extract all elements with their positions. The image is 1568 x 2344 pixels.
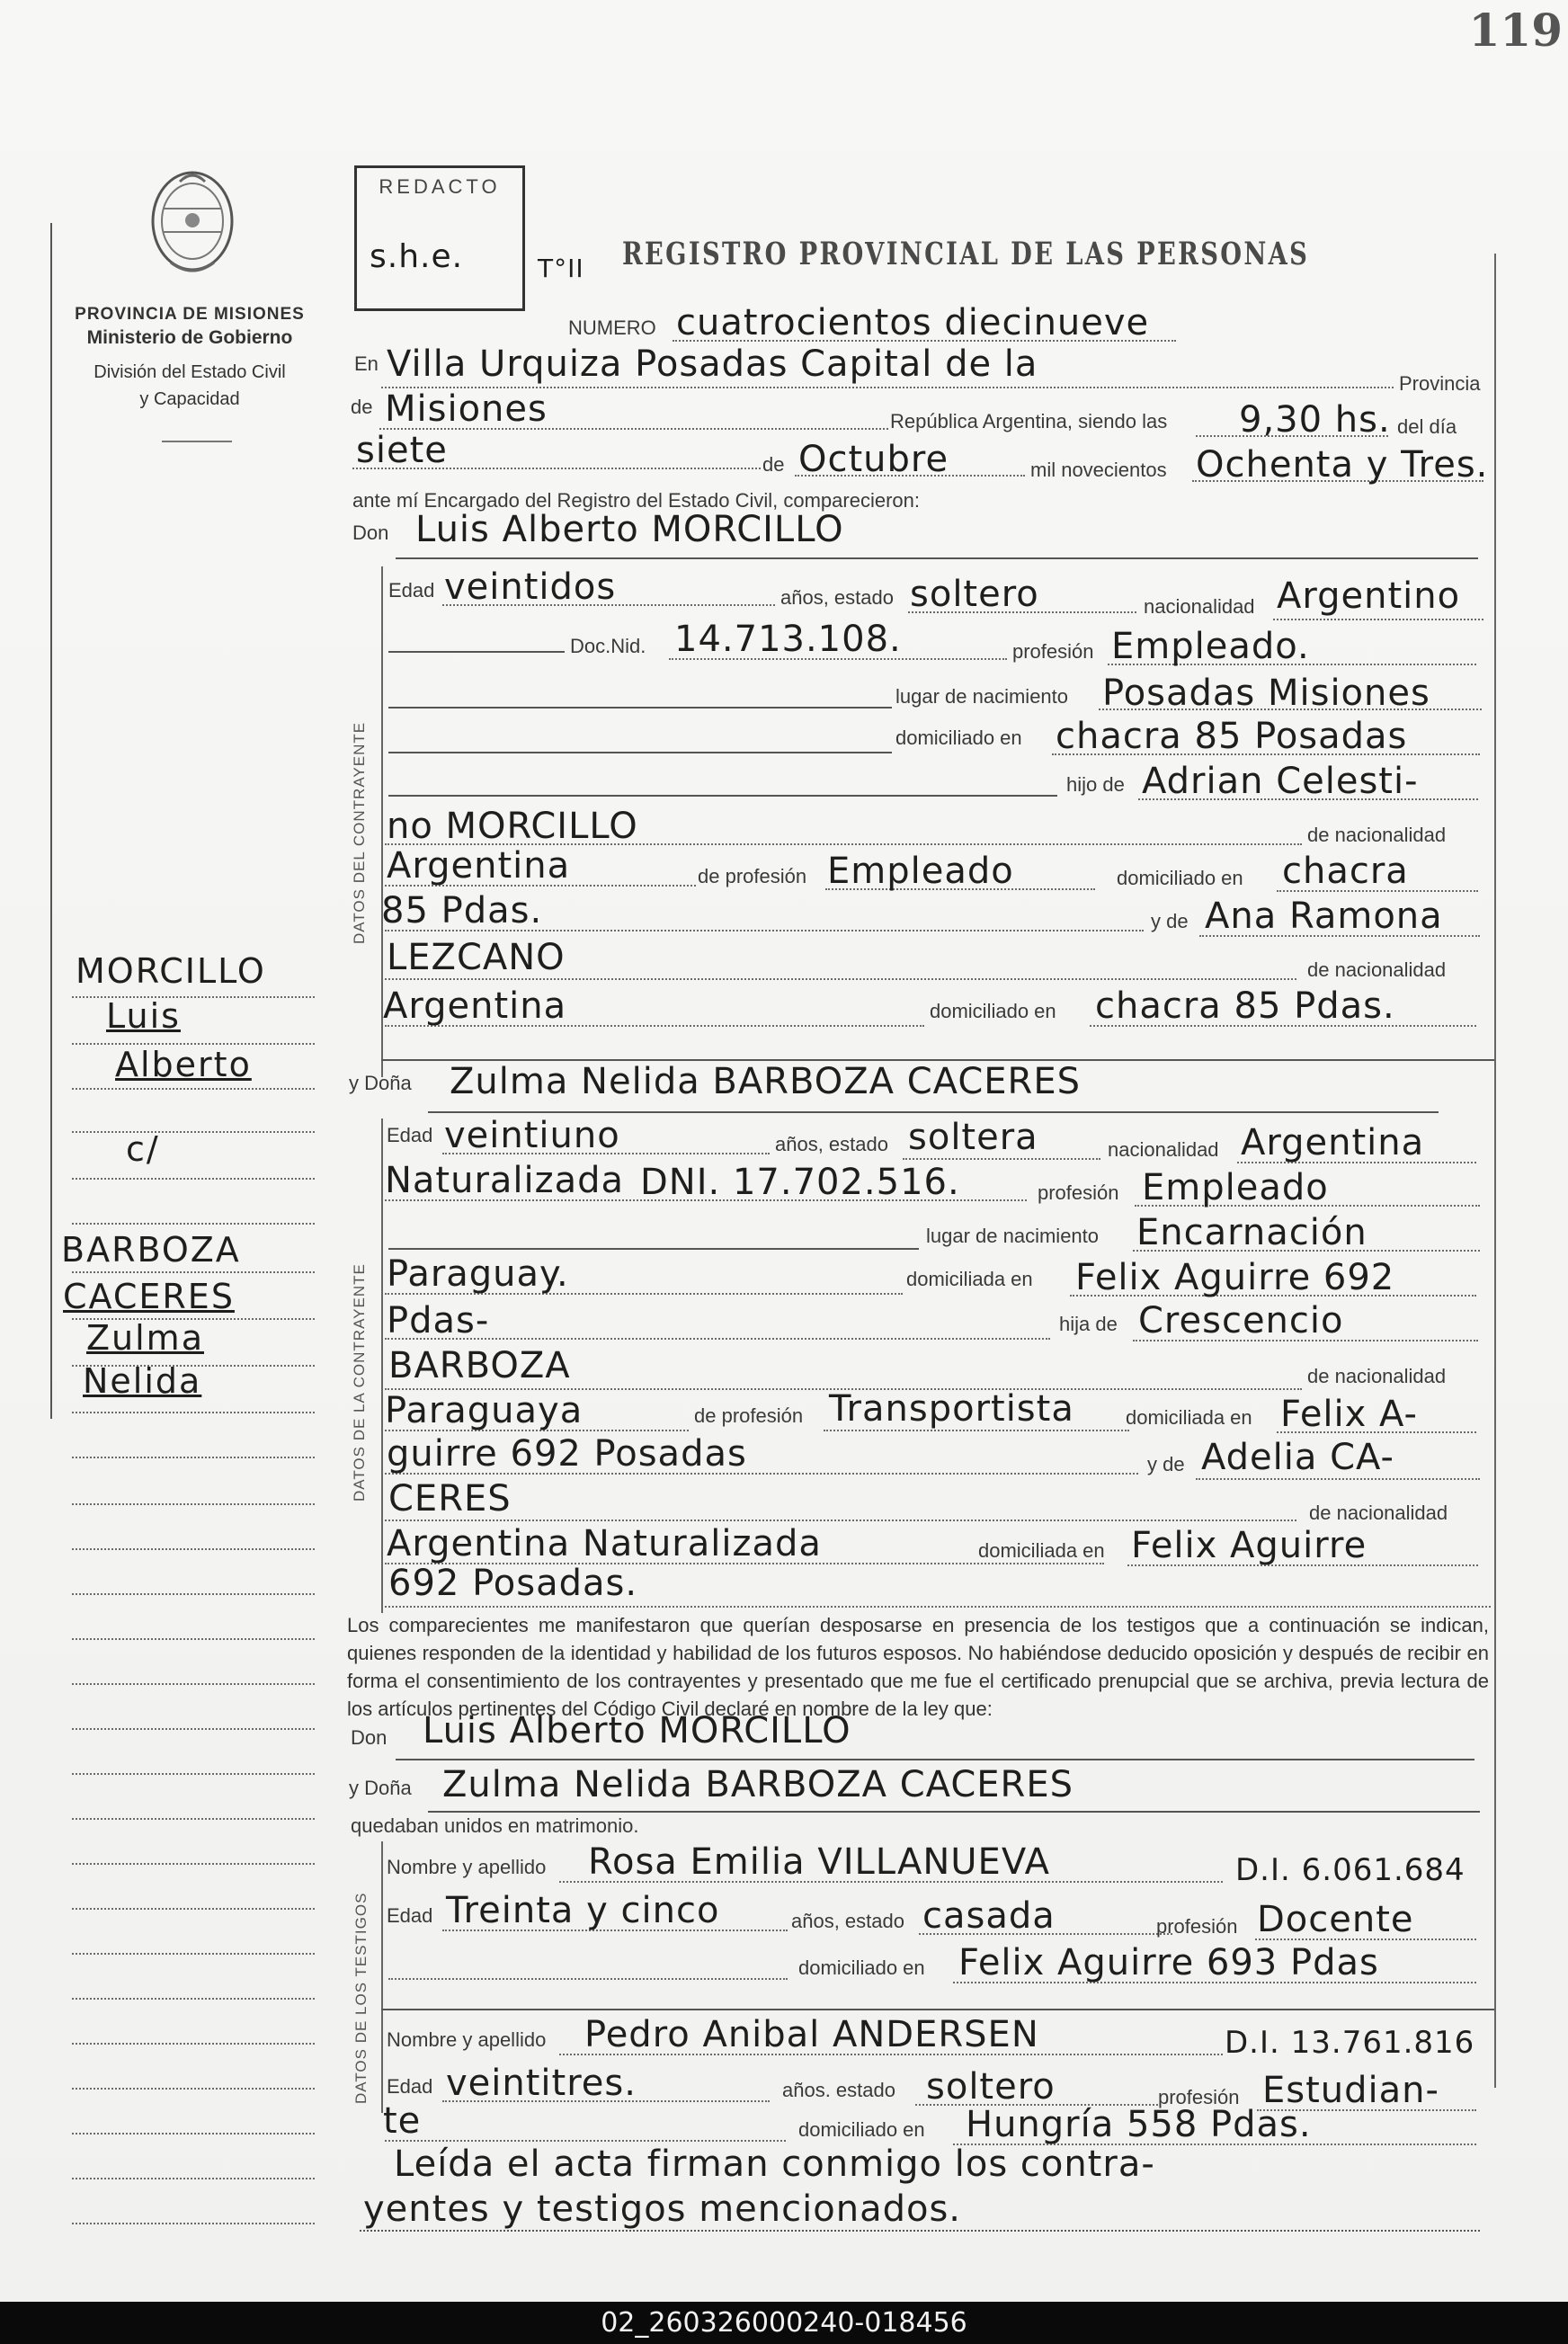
margin-groom-middle: Alberto [115, 1045, 252, 1084]
bride-age: veintiuno [444, 1115, 620, 1156]
groom-father-2: no MORCILLO [387, 806, 638, 847]
groom-status: soltero [910, 574, 1039, 615]
bride-nat-detail: Naturalizada [385, 1160, 625, 1201]
bride-father-prof: Transportista [829, 1388, 1074, 1430]
witness-box-left [381, 1841, 383, 2113]
bride-status: soltera [908, 1117, 1038, 1158]
witness1-status: casada [922, 1895, 1056, 1937]
closing-line-1: Leída el acta firman conmigo los contra- [394, 2143, 1155, 2185]
bride-domicile-2: Pdas- [387, 1300, 490, 1341]
bride-box-left [381, 1119, 383, 1613]
bride-father-2: BARBOZA [388, 1345, 571, 1386]
groom-father-dom-2: 85 Pdas. [381, 890, 543, 931]
margin-groom-surname: MORCILLO [76, 951, 266, 991]
groom-doc: 14.713.108. [674, 619, 902, 660]
declaration-text: Los comparecientes me manifestaron que querían desposarse en presencia de los testigos que a continuación se indican, quienes responden de la identidad y habilidad de los futuros esposos. No habiéndose deducido oposición y después de recibir en forma el consentimiento de los contrayentes y presentado que me fue el certificado prenupcial que se archiva, previa lectura de los artículos pertinentes del Código Civil declaré en nombre de la ley que: [347, 1614, 1489, 1720]
redacto-stamp [354, 165, 525, 311]
witness1-di: D.I. 6.061.684 [1235, 1852, 1466, 1888]
bride-birthplace-2: Paraguay. [387, 1253, 569, 1295]
registry-title: REGISTRO PROVINCIAL DE LAS PERSONAS [622, 236, 1310, 272]
province-value: Misiones [385, 388, 548, 430]
place-value: Villa Urquiza Posadas Capital de la [387, 343, 1038, 385]
united-text: quedaban unidos en matrimonio. [351, 1814, 639, 1837]
witness1-name: Rosa Emilia VILLANUEVA [588, 1841, 1050, 1883]
left-margin-line [50, 223, 52, 1419]
bride-mother-dom-1: Felix Aguirre [1131, 1525, 1368, 1566]
groom-nationality: Argentino [1277, 575, 1461, 617]
margin-bride-surname-2: CACERES [63, 1277, 235, 1316]
groom-birthplace: Posadas Misiones [1102, 673, 1430, 714]
witness2-di: D.I. 13.761.816 [1225, 2025, 1475, 2061]
groom-profession: Empleado. [1111, 626, 1310, 667]
bride-name: Zulma Nelida BARBOZA CACERES [450, 1061, 1081, 1102]
groom-father-nat: Argentina [387, 845, 571, 887]
witness2-profession-2: te [383, 2100, 422, 2142]
bride-father-dom-2: guirre 692 Posadas [387, 1433, 747, 1475]
ante-text: ante mí Encargado del Registro del Estado Civil, comparecieron: [352, 489, 920, 512]
provincial-seal-icon [144, 164, 241, 290]
bride-birthplace-1: Encarnación [1136, 1212, 1368, 1253]
groom-mother-1: Ana Ramona [1205, 896, 1443, 937]
sidebar-contrayente: DATOS DEL CONTRAYENTE [351, 721, 368, 944]
witness2-status: soltero [926, 2066, 1056, 2108]
day-value: siete [356, 430, 448, 471]
file-id-bar: 02_260326000240-018456 [0, 2302, 1568, 2344]
bride-doc: DNI. 17.702.516. [640, 1162, 960, 1203]
declared-groom: Luis Alberto MORCILLO [423, 1710, 851, 1751]
witness1-age: Treinta y cinco [446, 1890, 720, 1931]
groom-father-1: Adrian Celesti- [1142, 761, 1419, 802]
bride-mother-dom-2: 692 Posadas. [388, 1563, 638, 1604]
witness2-name: Pedro Anibal ANDERSEN [584, 2014, 1039, 2055]
page-number: 119 [1468, 4, 1563, 57]
declared-bride: Zulma Nelida BARBOZA CACERES [442, 1764, 1074, 1805]
division-heading: División del Estado Civil [94, 362, 286, 382]
sidebar-testigos: DATOS DE LOS TESTIGOS [352, 1892, 370, 2104]
margin-separator: c/ [126, 1129, 160, 1169]
bride-father-nat: Paraguaya [385, 1390, 584, 1431]
groom-mother-dom: chacra 85 Pdas. [1095, 985, 1395, 1027]
margin-bride-middle: Nelida [83, 1361, 202, 1401]
witness1-domicile: Felix Aguirre 693 Pdas [958, 1942, 1379, 1983]
margin-bride-surname-1: BARBOZA [61, 1230, 241, 1270]
bride-profession: Empleado [1142, 1167, 1329, 1208]
witness2-profession-1: Estudian- [1262, 2070, 1439, 2111]
groom-father-prof: Empleado [827, 851, 1014, 892]
bride-mother-1: Adelia CA- [1201, 1437, 1394, 1478]
bride-mother-2: CERES [388, 1478, 512, 1520]
year-value: Ochenta y Tres. [1196, 444, 1489, 486]
sidebar-contrayenta: DATOS DE LA CONTRAYENTE [351, 1263, 368, 1502]
margin-groom-first: Luis [106, 996, 181, 1036]
division-heading-2: y Capacidad [139, 389, 240, 409]
bride-father-1: Crescencio [1138, 1300, 1344, 1341]
bride-father-dom-1: Felix A- [1280, 1394, 1418, 1435]
witness2-age: veintitres. [446, 2063, 637, 2104]
margin-bride-first: Zulma [86, 1318, 204, 1358]
groom-father-dom-1: chacra [1282, 851, 1409, 892]
province-heading: PROVINCIA DE MISIONES [75, 305, 305, 324]
bride-nationality: Argentina [1241, 1122, 1425, 1163]
ministry-heading: Ministerio de Gobierno [86, 327, 293, 348]
witness1-profession: Docente [1257, 1899, 1414, 1940]
divider [162, 441, 232, 442]
numero-label: NUMERO [568, 316, 656, 339]
redacto-title: REDACTO [379, 175, 501, 198]
month-value: Octubre [798, 439, 949, 480]
groom-mother-2: LEZCANO [387, 937, 566, 978]
groom-mother-nat: Argentina [383, 985, 567, 1027]
groom-domicile: chacra 85 Posadas [1056, 716, 1408, 757]
witness2-domicile: Hungría 558 Pdas. [966, 2104, 1312, 2145]
document-page: 119 PROVINCIA DE MISIONES Ministerio de Gobierno División del Estado Civil y Capacidad REDACTO s.h.e. T°II REGISTRO PROVINCIAL DE LAS PERSONAS NUMERO cuatrocientos diecinueve En Villa Urquiza Posadas Capital de la Provincia de Misiones República Argentina, siendo las 9,30 hs. del día siete de Octubre mil novecientos Ochenta y Tres. ante mí Encargado del Registro del Estado Civil, comparecieron: Don Luis Alberto MORCILLO DATOS DEL CONTRAYENTE Edad veintidos años, estado soltero nacionalidad Argentino Doc.Nid. 14.713.108. profesión Empleado. lugar de nacimiento Posadas Misiones domiciliado en chacra 85 Posadas hijo de Adrian Celesti- no MORCILLO de nacionalidad Argentina de profesión Empleado domiciliado en chacra 85 Pdas. y de Ana Ramona LEZCANO de nacionalidad Argentina domiciliado en chacra 85 Pdas. y Doña Zulma Nelida BARBOZA CACERES DATOS DE LA CONTRAYENTE Edad veintiuno años, estado soltera nacionalidad Argentina Naturalizada DNI. 17.702.516. profesión Empleado lugar de nacimiento Encarnación Paraguay. domiciliada en Felix Aguirre 692 Pdas- hija de Crescencio BARBOZA de nacionalidad Paraguaya de profesión Transportista domiciliada en Felix A- guirre 692 Posadas y de Adelia CA- CERES de nacionalidad Argentina Naturalizada domiciliada en Felix Aguirre 692 Posadas. Los comparecientes me manifestaron que querían desposarse en presencia de los testigos que a continuación se indican, quienes responden de la identidad y habilidad de los futuros esposos. No habiéndose deducido oposición y después de recibir en forma el consentimiento de los contrayentes y presentado que me fue el certificado prenupcial que se archiva, previa lectura de los artículos pertinentes del Código Civil declaré en nombre de la ley que: Don Luis Alberto MORCILLO y Doña Zulma Nelida BARBOZA CACERES quedaban unidos en matrimonio. DATOS DE LOS TESTIGOS Nombre y apellido Rosa Emilia VILLANUEVA D.I. 6.061.684 Edad Treinta y cinco años, estado casada profesión Docente domiciliado en Felix Aguirre 693 Pdas Nombre y apellido Pedro Anibal ANDERSEN D.I. 13.761.816 Edad veintitres. años. estado soltero profesión Estudian- te domiciliado en Hungría 558 Pdas. Leída el acta firman conmigo los contra- yentes y testigos mencionados. MORCILLO Luis Alberto c/ BARBOZA CACERES Zulma Nelida [0, 0, 1568, 2302]
groom-age: veintidos [444, 566, 617, 608]
closing-line-2: yentes y testigos mencionados. [363, 2188, 961, 2230]
bride-domicile-1: Felix Aguirre 692 [1075, 1257, 1395, 1298]
hour-value: 9,30 hs. [1239, 399, 1391, 441]
redacto-value: s.h.e. [370, 238, 464, 275]
form-right-border [1494, 254, 1496, 2088]
numero-value: cuatrocientos diecinueve [676, 302, 1150, 343]
bride-mother-nat: Argentina Naturalizada [387, 1523, 822, 1564]
groom-name: Luis Alberto MORCILLO [415, 509, 844, 550]
tome-label: T°II [538, 254, 584, 283]
